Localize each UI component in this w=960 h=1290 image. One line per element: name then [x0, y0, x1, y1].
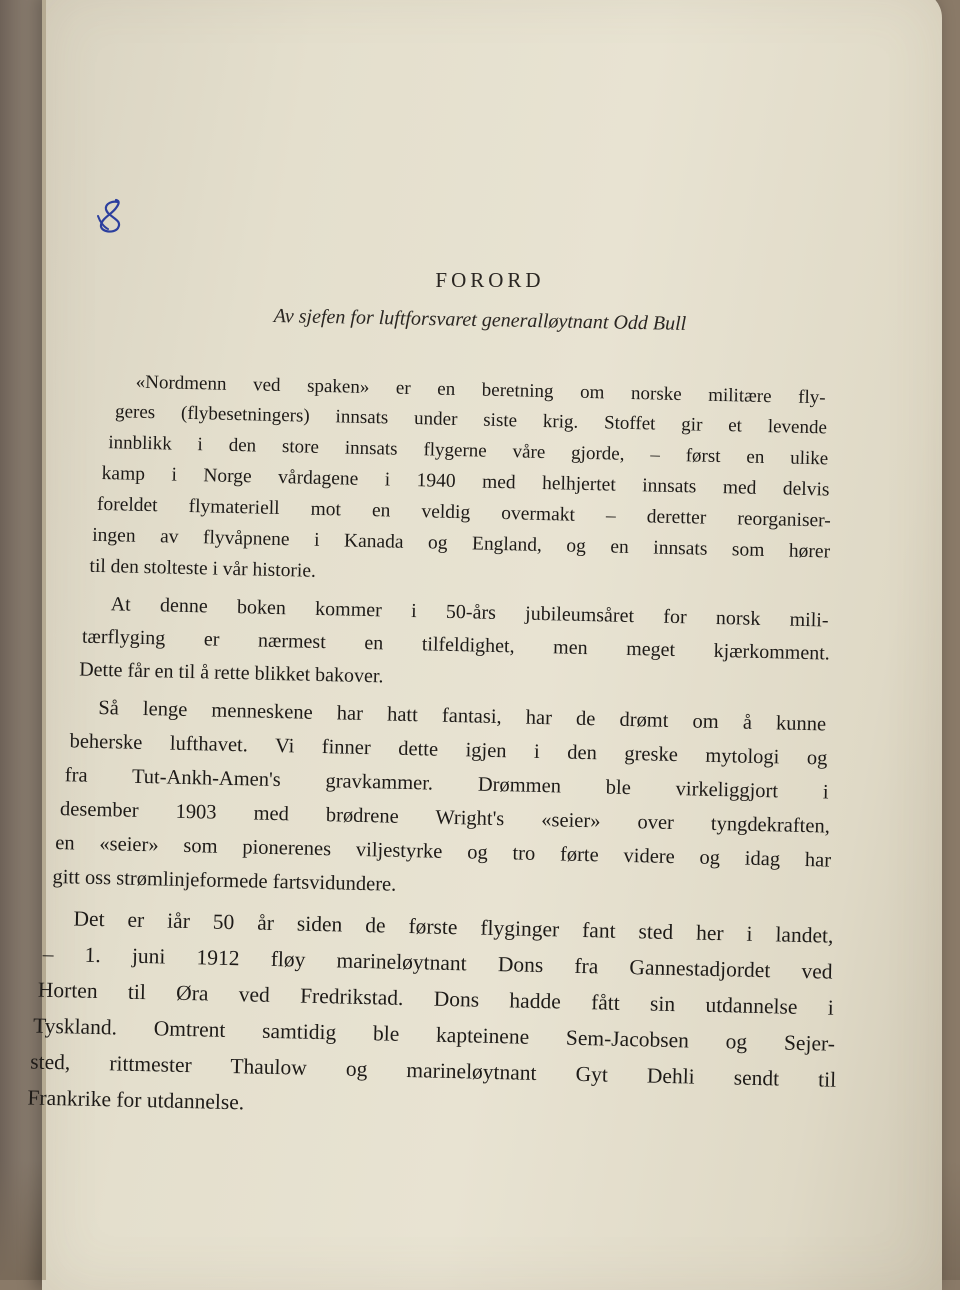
- text-line: Så lenge menneskene har hatt fantasi, har de drømt om å kunne: [98, 696, 827, 736]
- text-line: fra Tut-Ankh-Amen's gravkammer. Drømmen ble virkeliggjort i: [64, 764, 829, 804]
- text-line: til den stolteste i vår historie.: [89, 555, 317, 582]
- text-line: Frankrike for utdannelse.: [27, 1085, 245, 1115]
- handwritten-page-mark: [92, 196, 132, 236]
- text-line: «Nordmenn ved spaken» er en beretning om norske militære fly-: [135, 371, 826, 409]
- text-line: kamp i Norge vårdagene i 1940 med helhjertet innsats med delvis: [101, 462, 830, 501]
- text-line: At denne boken kommer i 50-års jubileumsåret for norsk mili-: [110, 593, 829, 632]
- text-line: foreldet flymateriell mot en veldig overmakt – deretter reorganiser-: [96, 493, 832, 532]
- text-line: gitt oss strømlinjeformede fartsvidundere.: [52, 865, 397, 896]
- text-line: Dette får en til å rette blikket bakover.: [78, 658, 384, 688]
- text-line: – 1. juni 1912 fløy marineløytnant Dons fra Gannestadjordet ved: [42, 941, 833, 984]
- text-line: Det er iår 50 år siden de første flyginger fant sted her i landet,: [73, 906, 834, 948]
- page-title: FORORD: [435, 268, 545, 292]
- text-line: tærflyging er nærmest en tilfeldighet, men meget kjærkomment.: [81, 625, 831, 665]
- page-subtitle: Av sjefen for luftforsvaret generalløytnant Odd Bull: [273, 305, 687, 335]
- text-line: Tyskland. Omtrent samtidig ble kapteinene Sem-Jacobsen og Sejer-: [32, 1013, 836, 1056]
- text-line: en «seier» som pionerenes viljestyrke og tro førte videre og idag har: [55, 832, 832, 872]
- text-line: ingen av flyvåpnene i Kanada og England, og en innsats som hører: [92, 524, 831, 563]
- text-line: sted, rittmester Thaulow og marineløytnant Gyt Dehli sendt til: [30, 1049, 837, 1092]
- text-line: desember 1903 med brødrene Wright's «seier» over tyngdekraften,: [59, 798, 831, 838]
- text-line: Horten til Øra ved Fredrikstad. Dons hadde fått sin utdannelse i: [37, 977, 835, 1020]
- text-line: geres (flybesetningers) innsats under siste krig. Stoffet gir et levende: [114, 401, 828, 439]
- text-line: beherske lufthavet. Vi finner dette igjen i den greske mytologi og: [69, 730, 828, 770]
- text-line: innblikk i den store innsats flygerne våre gjorde, – først en ulike: [108, 432, 829, 470]
